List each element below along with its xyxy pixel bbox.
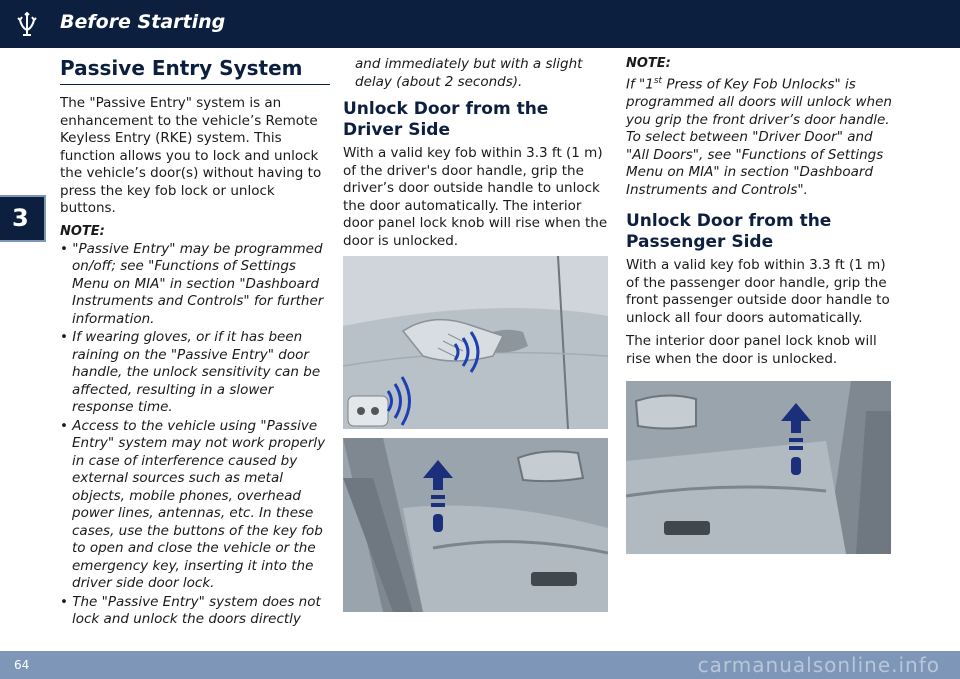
column-1 xyxy=(60,56,330,630)
column-2 xyxy=(343,56,611,256)
driver-side-heading: Unlock Door from the Driver Side xyxy=(343,99,549,140)
note-bullet: • Access to the vehicle using "Passive Entry" system may not work properly in case of interference caused by external sources such as metal objects, mobile phones, overhead power lines, antennas, etc. In these cases, use the buttons of the key fob to open and close the vehicle or the emergency key, inserting it into the driver side door lock. xyxy=(60,417,326,591)
column-3 xyxy=(626,56,896,374)
chapter-tab xyxy=(0,195,46,242)
note-bullet: • "Passive Entry" may be programmed on/off; see "Functions of Settings Menu on MIA" in section "Dashboard Instruments and Controls" for further information. xyxy=(60,240,324,327)
section-heading: Passive Entry System xyxy=(60,56,330,85)
driver-interior-door-illustration xyxy=(343,438,608,612)
intro-paragraph: The "Passive Entry" system is an enhancement to the vehicle’s Remote Keyless Entry (RKE) system. This function allows you to lock and unlock the vehicle’s door(s) without having to press the key fob lock or unlock buttons. xyxy=(60,95,322,216)
door-handle-photo xyxy=(343,256,608,429)
page-header xyxy=(0,0,960,48)
page-number: 64 xyxy=(14,658,30,672)
lock-knob-paragraph: The interior door panel lock knob will rise when the door is unlocked. xyxy=(626,333,877,367)
note-text: If "1st Press of Key Fob Unlocks" is programmed all doors will unlock when you grip the front driver’s door handle. To select between "Driver Door" and "All Doors", see "Functions of Settings Menu on MIA" in section "Dashboard Instruments and Controls". xyxy=(626,76,892,198)
trident-logo-icon xyxy=(14,12,40,38)
passenger-side-paragraph: With a valid key fob within 3.3 ft (1 m) of the passenger door handle, grip the front passenger outside door handle to unlock all four doors automatically. xyxy=(626,257,890,326)
chapter-number: 3 xyxy=(12,204,29,232)
note-label: NOTE: xyxy=(60,223,105,239)
passenger-interior-door-photo xyxy=(626,381,891,554)
passenger-interior-door-illustration xyxy=(626,381,891,554)
note-bullet: • If wearing gloves, or if it has been raining on the "Passive Entry" door handle, the unlock sensitivity can be affected, resulting in a slower response time. xyxy=(60,329,321,415)
passenger-side-heading: Unlock Door from the Passenger Side xyxy=(626,211,832,252)
note-label: NOTE: xyxy=(626,56,671,71)
note-bullet-list xyxy=(60,241,330,629)
watermark: carmanualsonline.info xyxy=(697,653,940,677)
continued-bullet-text: and immediately but with a slight delay (about 2 seconds). xyxy=(355,56,583,90)
driver-side-paragraph: With a valid key fob within 3.3 ft (1 m) of the driver's door handle, grip the driver’s door outside handle to unlock the door automatically. The interior door panel lock knob will rise when the door is unlocked. xyxy=(343,145,608,249)
door-handle-illustration xyxy=(343,256,608,429)
note-bullet: • The "Passive Entry" system does not lock and unlock the doors directly xyxy=(60,593,321,627)
driver-interior-door-photo xyxy=(343,438,608,612)
page-footer xyxy=(0,651,960,679)
header-title: Before Starting xyxy=(60,11,226,33)
